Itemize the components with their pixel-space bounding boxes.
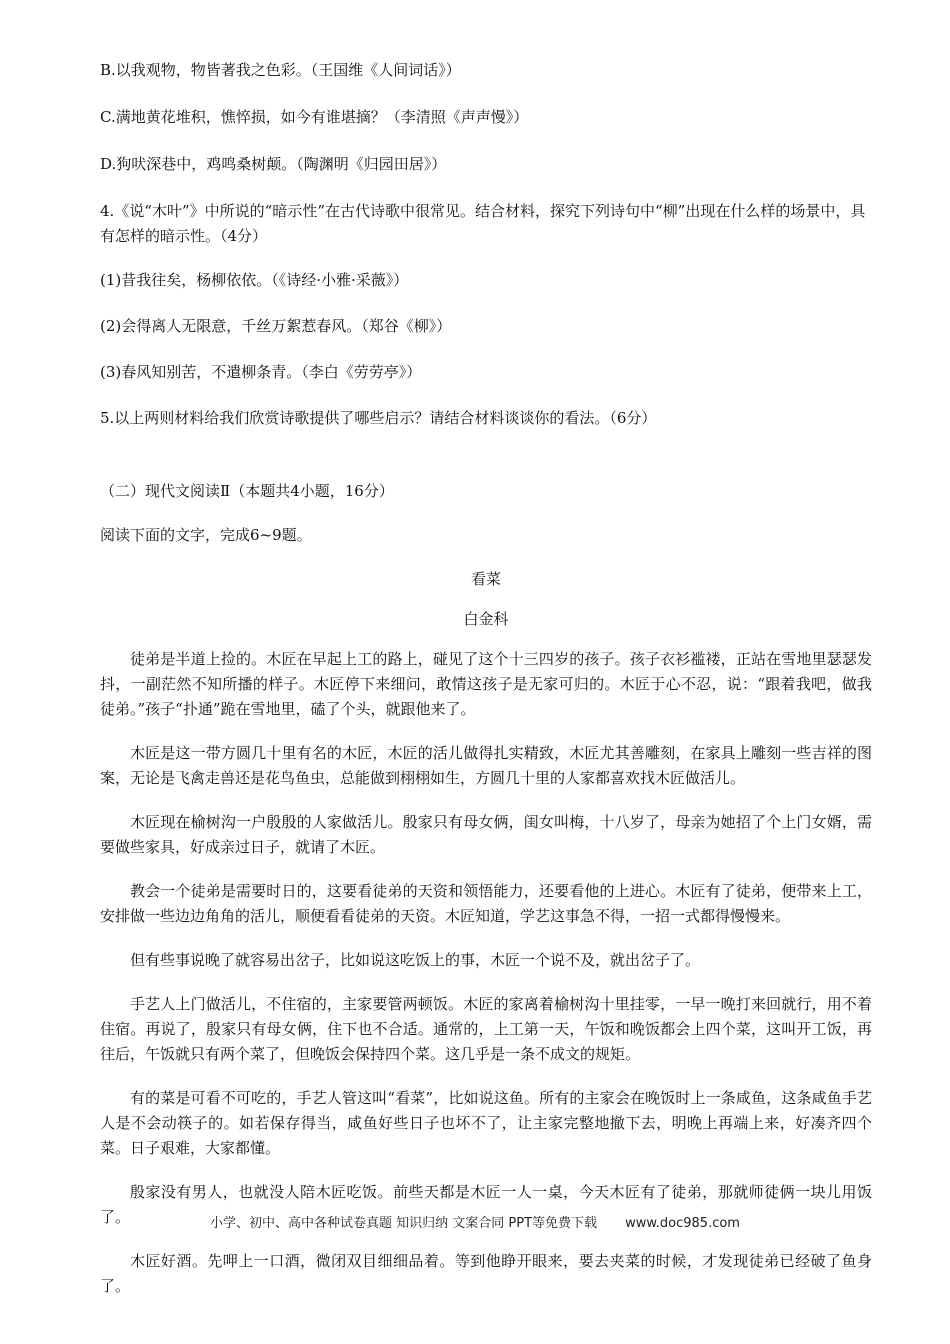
question-4: 4.《说“木叶”》中所说的“暗示性”在古代诗歌中很常见。结合材料，探究下列诗句中“柳”出现在什么样的场景中，具有怎样的暗示性。（4分） — [100, 202, 866, 245]
question-4-item-3: (3)春风知别苦，不遣柳条青。（李白《劳劳亭》） — [100, 363, 422, 381]
article-paragraph: 手艺人上门做活儿，不住宿的，主家要管两顿饭。木匠的家离着榆树沟十里挂零，一早一晚打来回就行，用不着住宿。再说了，殷家只有母女俩，住下也不合适。通常的，上工第一天，午饭和晚饭都会上四个菜，这叫开工饭，再往后，午饭就只有两个菜了，但晚饭会保持四个菜。这几乎是一条不成文的规矩。 — [100, 995, 872, 1063]
article-paragraph: 木匠是这一带方圆几十里有名的木匠，木匠的活儿做得扎实精致，木匠尤其善雕刻，在家具上雕刻一些吉祥的图案，无论是飞禽走兽还是花鸟鱼虫，总能做到栩栩如生，方圆几十里的人家都喜欢找木匠做活儿。 — [100, 744, 872, 787]
footer-text: 小学、初中、高中各种试卷真题 知识归纳 文案合同 PPT等免费下载 — [210, 1216, 598, 1231]
article-paragraph: 教会一个徒弟是需要时日的，这要看徒弟的天资和领悟能力，还要看他的上进心。木匠有了徒弟，便带来上工，安排做一些边边角角的活儿，顺便看看徒弟的天资。木匠知道，学艺这事急不得，一招一式都得慢慢来。 — [100, 882, 872, 925]
article-paragraph: 木匠好酒。先呷上一口酒，微闭双目细细品着。等到他睁开眼来，要去夹菜的时候，才发现徒弟已经破了鱼身了。 — [100, 1252, 872, 1295]
article-paragraph: 有的菜是可看不可吃的，手艺人管这叫“看菜”，比如说这鱼。所有的主家会在晚饭时上一条咸鱼，这条咸鱼手艺人是不会动筷子的。如若保存得当，咸鱼好些日子也坏不了，让主家完整地撤下去，明晚上再端上来，好凑齐四个菜。日子艰难，大家都懂。 — [100, 1089, 872, 1157]
option-c: C.满地黄花堆积，憔悴损，如今有谁堪摘？（李清照《声声慢》） — [100, 108, 529, 126]
article-paragraph: 殷家没有男人，也就没人陪木匠吃饭。前些天都是木匠一人一桌，今天木匠有了徒弟，那就师徒俩一块儿用饭了。 — [100, 1183, 872, 1226]
exam-page — [100, 58, 872, 1318]
footer-url[interactable]: www.doc985.com — [625, 1216, 740, 1231]
option-d: D.狗吠深巷中，鸡鸣桑树颠。（陶渊明《归园田居》） — [100, 155, 447, 173]
page-footer — [0, 1212, 950, 1231]
question-5: 5.以上两则材料给我们欣赏诗歌提供了哪些启示？请结合材料谈谈你的看法。（6分） — [100, 409, 657, 427]
question-4-item-1: (1)昔我往矣，杨柳依依。（《诗经·小雅·采薇》） — [100, 271, 409, 289]
instruction: 阅读下面的文字，完成6~9题。 — [100, 526, 312, 544]
article-paragraph: 木匠现在榆树沟一户殷殷的人家做活儿。殷家只有母女俩，闺女叫梅，十八岁了，母亲为她招了个上门女婿，需要做些家具，好成亲过日子，就请了木匠。 — [100, 813, 872, 856]
question-4-item-2: (2)会得离人无限意，千丝万絮惹春风。（郑谷《柳》） — [100, 317, 452, 335]
section-heading: （二）现代文阅读Ⅱ（本题共4小题，16分） — [100, 482, 394, 500]
article-paragraph: 徒弟是半道上捡的。木匠在早起上工的路上，碰见了这个十三四岁的孩子。孩子衣衫褴褛，正站在雪地里瑟瑟发抖，一副茫然不知所播的样子。木匠停下来细问，敢情这孩子是无家可归的。木匠于心不忍，说：“跟着我吧，做我徒弟。”孩子“扑通”跪在雪地里，磕了个头，就跟他来了。 — [100, 650, 872, 718]
option-b: B.以我观物，物皆著我之色彩。（王国维《人间词话》） — [100, 61, 461, 79]
article-title: 看菜 — [470, 570, 501, 588]
article-author: 白金科 — [463, 610, 509, 628]
article-paragraph: 但有些事说晚了就容易出岔子，比如说这吃饭上的事，木匠一个说不及，就出岔子了。 — [130, 951, 701, 969]
